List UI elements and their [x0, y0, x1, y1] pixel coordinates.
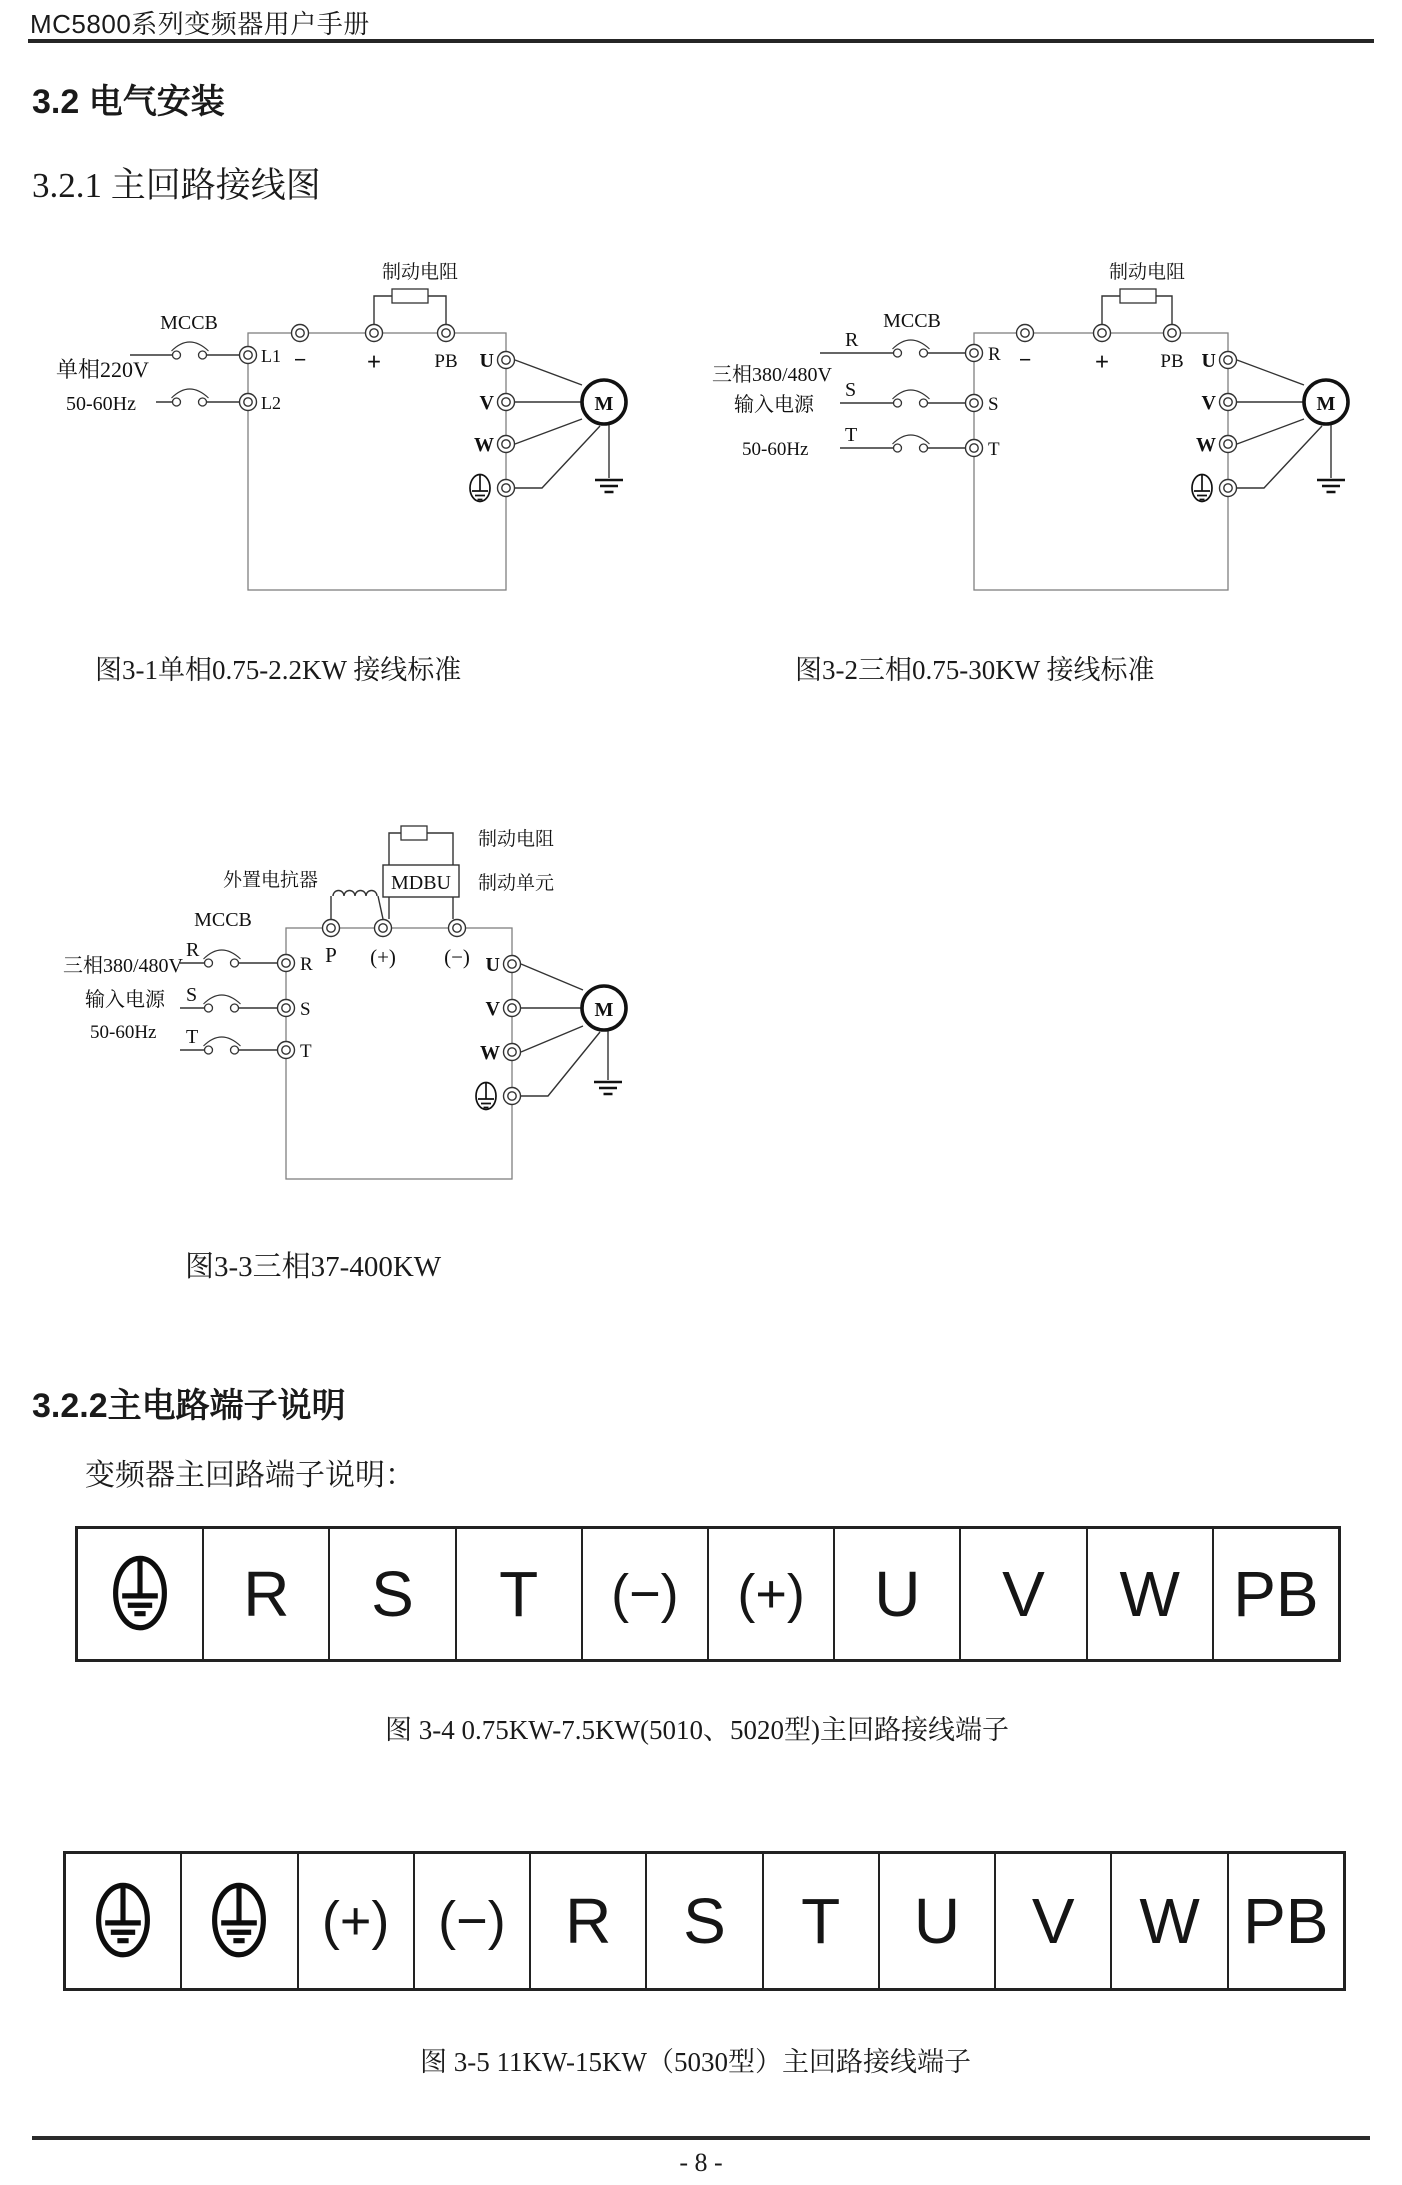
caption-fig32: 图3-2三相0.75-30KW 接线标准 — [795, 655, 1155, 685]
caption-fig34: 图 3-4 0.75KW-7.5KW(5010、5020型)主回路接线端子 — [385, 1715, 1009, 1745]
wiring-diagram-fig33 — [30, 818, 670, 1203]
terminal-cell: T — [457, 1529, 583, 1659]
terminal-l2-label: L2 — [261, 393, 281, 413]
terminal-cell: (−) — [583, 1529, 709, 1659]
terminal-s-label: S — [988, 394, 999, 415]
pe-ground-icon — [93, 1876, 153, 1966]
terminal-pb-label: PB — [1160, 351, 1184, 372]
terminal-cell: U — [835, 1529, 961, 1659]
terminal-w — [1220, 436, 1237, 453]
terminal-v-label: V — [485, 998, 500, 1020]
source-voltage-label: 单相220V — [56, 357, 149, 382]
terminal-pb-label: PB — [434, 351, 458, 372]
mccb-pole-icon — [204, 995, 241, 1012]
terminal-cell: U — [880, 1854, 996, 1988]
brake-resistor-label: 制动电阻 — [1108, 262, 1186, 283]
mccb-label: MCCB — [194, 909, 252, 931]
caption-fig35: 图 3-5 11KW-15KW（5030型）主回路接线端子 — [420, 2047, 971, 2077]
phase-t-label: T — [186, 1026, 199, 1048]
mccb-pole-icon — [893, 340, 930, 357]
terminal-w — [498, 436, 515, 453]
terminal-u — [504, 956, 521, 973]
mdbu-label: MDBU — [390, 872, 452, 894]
mccb-label: MCCB — [883, 310, 941, 332]
brake-resistor-symbol — [392, 289, 428, 303]
page-header-title: MC5800系列变频器用户手册 — [30, 9, 370, 39]
terminal-plus-label: (+) — [370, 945, 396, 969]
phase-r-label: R — [845, 329, 859, 351]
mccb-pole-icon — [893, 390, 930, 407]
pe-ground-icon — [110, 1549, 170, 1639]
phase-t-label: T — [845, 424, 858, 446]
terminal-minus — [1017, 325, 1034, 342]
terminal-cell: V — [961, 1529, 1087, 1659]
terminal-p-label: P — [325, 943, 337, 967]
terminal-v-label: V — [1201, 392, 1216, 414]
source-voltage-label: 三相380/480V — [63, 955, 183, 977]
terminal-plus — [366, 325, 383, 342]
earth-ground-icon — [595, 480, 623, 492]
source-input-label: 输入电源 — [734, 394, 814, 416]
earth-ground-icon — [594, 1082, 622, 1094]
terminal-cell: PB — [1243, 1885, 1329, 1957]
terminal-pb — [1164, 325, 1181, 342]
mccb-pole-icon — [204, 950, 241, 967]
terminal-w-label: W — [474, 434, 494, 456]
source-frequency-label: 50-60Hz — [90, 1022, 157, 1043]
source-voltage-label: 三相380/480V — [712, 364, 832, 386]
caption-fig31: 图3-1单相0.75-2.2KW 接线标准 — [95, 655, 462, 685]
terminal-t-label: T — [988, 439, 1000, 460]
terminal-p — [323, 920, 340, 937]
source-frequency-label: 50-60Hz — [66, 393, 136, 415]
terminal-plus-label: + — [366, 349, 382, 376]
caption-fig33: 图3-3三相37-400KW — [185, 1251, 442, 1283]
terminal-r-label: R — [300, 954, 313, 975]
terminal-cell: V — [996, 1854, 1112, 1988]
brake-resistor-symbol — [1120, 289, 1156, 303]
terminal-intro-text: 变频器主回路端子说明： — [85, 1459, 415, 1492]
brake-unit-label: 制动单元 — [478, 873, 555, 894]
section-title-3-2: 3.2 电气安装 — [32, 83, 225, 121]
terminal-plus — [375, 920, 392, 937]
phase-s-label: S — [186, 984, 198, 1006]
terminal-t-label: T — [300, 1041, 312, 1062]
motor-label: M — [594, 393, 614, 415]
pe-ground-icon — [476, 1083, 496, 1110]
terminal-l1 — [240, 347, 257, 364]
source-frequency-label: 50-60Hz — [742, 439, 809, 460]
earth-ground-icon — [1317, 480, 1345, 492]
terminal-cell: PB — [1233, 1558, 1319, 1630]
terminal-u-label: U — [479, 350, 494, 372]
terminal-pe — [498, 480, 515, 497]
motor-label: M — [594, 999, 614, 1021]
terminal-cell: (−) — [415, 1854, 531, 1988]
wiring-diagram-fig31 — [30, 245, 650, 610]
brake-resistor-label: 制动电阻 — [478, 829, 555, 850]
terminal-pe — [1220, 480, 1237, 497]
source-input-label: 输入电源 — [85, 989, 165, 1011]
terminal-cell: R — [531, 1854, 647, 1988]
terminal-v — [1220, 394, 1237, 411]
section-title-3-2-1: 3.2.1 主回路接线图 — [32, 166, 321, 205]
pe-ground-icon — [470, 475, 490, 502]
terminal-table-fig35 — [63, 1851, 1346, 1991]
wiring-diagram-fig32 — [700, 245, 1400, 610]
phase-s-label: S — [845, 379, 857, 401]
pe-ground-icon — [1192, 475, 1212, 502]
terminal-minus-label: (−) — [444, 945, 470, 969]
mccb-pole-icon — [893, 435, 930, 452]
terminal-t — [278, 1042, 295, 1059]
terminal-w-label: W — [1196, 434, 1216, 456]
mccb-pole-icon — [204, 1037, 241, 1054]
terminal-s — [278, 1000, 295, 1017]
terminal-plus-label: + — [1094, 349, 1110, 376]
header-rule — [28, 39, 1374, 43]
brake-resistor-label: 制动电阻 — [381, 262, 459, 283]
terminal-u-label: U — [1201, 350, 1216, 372]
terminal-cell: T — [764, 1854, 880, 1988]
terminal-cell: R — [204, 1529, 330, 1659]
mccb-pole-icon — [172, 389, 209, 406]
terminal-pb — [438, 325, 455, 342]
brake-resistor-symbol — [401, 826, 427, 840]
terminal-u — [498, 352, 515, 369]
pe-ground-icon — [209, 1876, 269, 1966]
terminal-minus — [292, 325, 309, 342]
pe-terminal-cell — [78, 1529, 204, 1659]
terminal-v — [498, 394, 515, 411]
terminal-l1-label: L1 — [261, 346, 281, 366]
terminal-cell: (+) — [299, 1854, 415, 1988]
mccb-pole-icon — [172, 342, 209, 359]
section-title-3-2-2: 3.2.2主电路端子说明 — [32, 1387, 346, 1425]
terminal-v-label: V — [479, 392, 494, 414]
terminal-u — [1220, 352, 1237, 369]
inverter-box — [286, 928, 512, 1179]
terminal-u-label: U — [485, 954, 500, 976]
footer-rule — [32, 2136, 1370, 2140]
terminal-cell: S — [647, 1854, 763, 1988]
terminal-w-label: W — [480, 1042, 500, 1064]
terminal-plus — [1094, 325, 1111, 342]
terminal-cell: S — [330, 1529, 456, 1659]
terminal-s-label: S — [300, 999, 311, 1020]
terminal-l2 — [240, 394, 257, 411]
reactor-label: 外置电抗器 — [223, 870, 319, 891]
terminal-t — [966, 440, 983, 457]
terminal-v — [504, 1000, 521, 1017]
terminal-cell: (+) — [709, 1529, 835, 1659]
terminal-pe — [504, 1088, 521, 1105]
terminal-minus-label: − — [293, 347, 307, 372]
terminal-cell: W — [1088, 1529, 1214, 1659]
phase-r-label: R — [186, 939, 200, 961]
terminal-r-label: R — [988, 344, 1001, 365]
terminal-r — [966, 345, 983, 362]
terminal-r — [278, 955, 295, 972]
mccb-label: MCCB — [160, 312, 218, 334]
pe-terminal-cell — [66, 1854, 182, 1988]
motor-label: M — [1316, 393, 1336, 415]
terminal-minus-label: − — [1018, 347, 1032, 372]
terminal-s — [966, 395, 983, 412]
terminal-w — [504, 1044, 521, 1061]
terminal-cell: W — [1112, 1854, 1228, 1988]
terminal-table-fig34 — [75, 1526, 1341, 1662]
pe-terminal-cell — [182, 1854, 298, 1988]
terminal-minus — [449, 920, 466, 937]
page-number: - 8 - — [679, 2148, 723, 2177]
